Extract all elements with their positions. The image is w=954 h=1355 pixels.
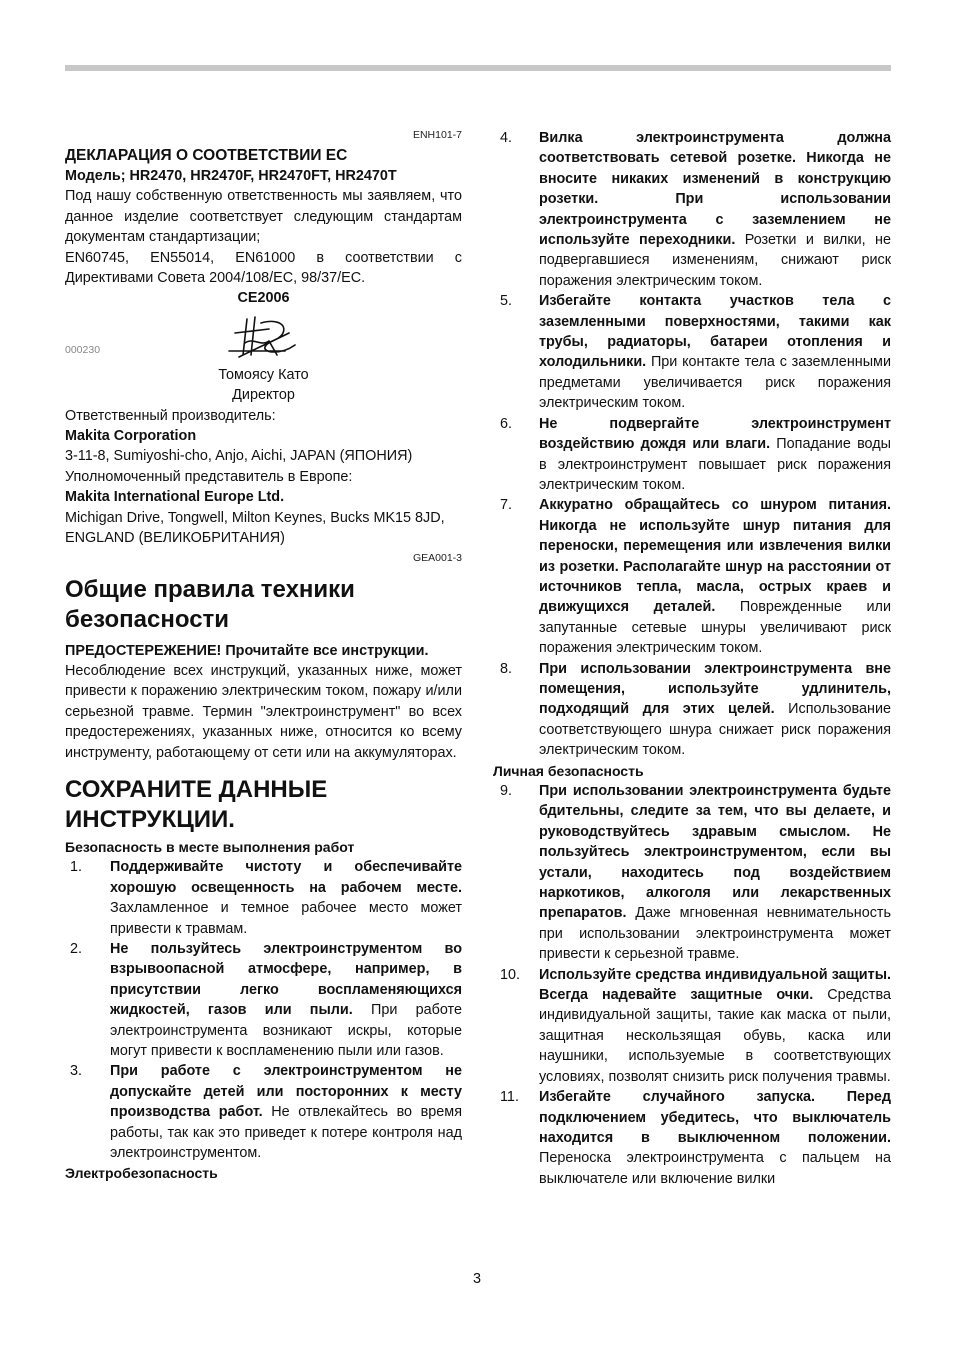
ce-mark: CE2006 (237, 290, 290, 307)
item-number: 6. (500, 415, 513, 432)
responsible-label: Ответственный производитель: (65, 407, 276, 424)
signature-code: 000230 (65, 343, 101, 356)
header-rule (65, 65, 891, 71)
item-bold-text: При использовании электроинструмента будьте бдительны, следите за тем, что вы делаете, и руководствуйтесь здравым смыслом. Не пользуйтесь электроинструментом, если вы устали, находитесь под воздействием наркотиков, алкоголя или лекарственных препаратов. (539, 783, 891, 922)
personal-safety-heading: Личная безопасность (493, 762, 644, 779)
item-bold-text: Поддерживайте чистоту и обеспечивайте хорошую освещенность на рабочем месте. (110, 859, 462, 896)
doc-code-enh: ENH101-7 (412, 129, 462, 141)
item-bold-text: Избегайте контакта участков тела с заземленными поверхностями, такими как трубы, радиаторы, батареи отопления и холодильники. (539, 293, 891, 371)
safety-heading: Общие правила техники безопасности (65, 575, 355, 633)
item-bold-text: Избегайте случайного запуска. Перед подключением убедитесь, что выключатель находится в выключенном положении. (539, 1089, 891, 1146)
page-number: 3 (472, 1271, 481, 1287)
maker-name: Makita Corporation (65, 428, 197, 445)
item-number: 5. (500, 293, 513, 310)
item-text: Захламленное и темное рабочее место может привести к травмам. (110, 900, 462, 937)
warning-bold: ПРЕДОСТЕРЕЖЕНИЕ! Прочитайте все инструкции. (65, 642, 429, 659)
item-bold-text: Вилка электроинструмента должна соответствовать сетевой розетке. Никогда не вносите никаких изменений в конструкцию розетки. При использовании электроинструмента с заземлением не используйте переходники. (539, 130, 891, 249)
item-number: 8. (500, 660, 513, 677)
item-text: Переноска электроинструмента с пальцем на выключателе или включение вилки (539, 1150, 891, 1187)
item-bold-text: Не пользуйтесь электроинструментом во взрывоопасной атмосфере, например, в присутствии легко воспламеняющихся жидкостей, газов или пыли. (110, 940, 462, 1019)
item-text: Средства индивидуальной защиты, такие как маска от пыли, защитная нескользящая обувь, каска или наушники, используемые в соответствующих условиях, позволят снизить риск получения травмы. (539, 987, 891, 1085)
signer-title: Директор (232, 387, 295, 404)
item-text: Розетки и вилки, не подвергавшиеся изменениям, снижают риск поражения электрическим током. (539, 232, 892, 289)
item-text: Поврежденные или запутанные сетевые шнуры увеличивают риск поражения электрическим током. (539, 599, 891, 657)
signer-name: Томоясу Като (218, 366, 309, 383)
item-text: Попадание воды в электроинструмент повышает риск поражения электрическим током. (539, 436, 891, 493)
item-text: При работе электроинструмента возникают искры, которые могут привести к воспламенению пыли или газов. (110, 1002, 462, 1059)
item-number: 9. (500, 783, 513, 799)
list-item (65, 1061, 462, 1163)
item-bold-text: При работе с электроинструментом не допускайте детей или посторонних к месту производства работ. (110, 1063, 462, 1121)
list-item (65, 857, 462, 939)
work-area-heading: Безопасность в месте выполнения работ (65, 838, 355, 855)
item-bold-text: Не подвергайте электроинструмент воздействию дождя или влаги. (539, 415, 891, 453)
item-number: 3. (70, 1063, 83, 1080)
item-bold-text: При использовании электроинструмента вне помещения, используйте удлинитель, подходящий для этих целей. (539, 660, 891, 718)
list-item (493, 495, 891, 658)
declaration-title: ДЕКЛАРАЦИЯ О СООТВЕТСТВИИ ЕС (65, 147, 348, 164)
model-line: Модель; HR2470, HR2470F, HR2470FT, HR2470T (65, 168, 397, 184)
item-text: Даже мгновенная невнимательность при использовании электроинструмента может привести к серьезной травме. (539, 905, 891, 963)
item-number: 1. (70, 859, 83, 876)
representative-name: Makita International Europe Ltd. (65, 489, 285, 506)
declaration-text: Под нашу собственную ответственность мы заявляем, что данное изделие соответствует следующим стандартам документам стандартизации; (65, 188, 462, 246)
list-item (493, 781, 891, 965)
warning-text: Несоблюдение всех инструкций, указанных ниже, может привести к поражению электрическим током, пожару и/или серьезной травме. Термин "электроинструмент" во всех предостережениях, указанных ниже, относится ко всему инструменту, работающему от сети или на аккумуляторах. (65, 662, 462, 761)
electric-heading: Электробезопасность (65, 1165, 218, 1182)
representative-address: Michigan Drive, Tongwell, Milton Keynes, Bucks MK15 8JD, ENGLAND (ВЕЛИКОБРИТАНИЯ) (65, 509, 445, 547)
maker-address: 3-11-8, Sumiyoshi-cho, Anjo, Aichi, JAPAN (ЯПОНИЯ) (65, 448, 413, 465)
list-item (493, 1087, 891, 1189)
item-number: 2. (70, 940, 83, 957)
list-item (493, 659, 891, 761)
item-number: 4. (500, 130, 513, 146)
item-bold-text: Аккуратно обращайтесь со шнуром питания. Никогда не используйте шнур питания для переноски, перемещения или извлечения вилки из розетки. Располагайте шнур на расстоянии от источников тепла, масла, острых краев и движущихся деталей. (539, 497, 891, 616)
save-heading: СОХРАНИТЕ ДАННЫЕ ИНСТРУКЦИИ. (65, 775, 328, 833)
list-item (493, 965, 891, 1087)
left-column (65, 128, 462, 1184)
item-text: Не отвлекайтесь во время работы, так как это приведет к потере контроля над электроинструментом. (110, 1104, 462, 1162)
item-text: При контакте тела с заземленными предметами увеличивается риск поражения электрическим током. (539, 354, 891, 412)
representative-label: Уполномоченный представитель в Европе: (65, 468, 353, 485)
standards-text: EN60745, EN55014, EN61000 в соответствии с Директивами Совета 2004/108/EC, 98/37/EC. (65, 249, 462, 287)
signature-image (225, 311, 305, 361)
item-number: 7. (500, 497, 513, 514)
signature-block (65, 309, 462, 365)
item-bold-text: Используйте средства индивидуальной защиты. Всегда надевайте защитные очки. (539, 966, 891, 1004)
item-text: Использование соответствующего шнура снижает риск поражения электрическим током. (539, 701, 892, 759)
list-item (493, 291, 891, 413)
list-item (65, 939, 462, 1061)
right-column (493, 128, 891, 1189)
list-item (493, 414, 891, 496)
item-number: 10. (500, 966, 521, 983)
item-number: 11. (500, 1089, 519, 1106)
doc-code-gea: GEA001-3 (412, 551, 462, 564)
list-item (493, 128, 891, 291)
